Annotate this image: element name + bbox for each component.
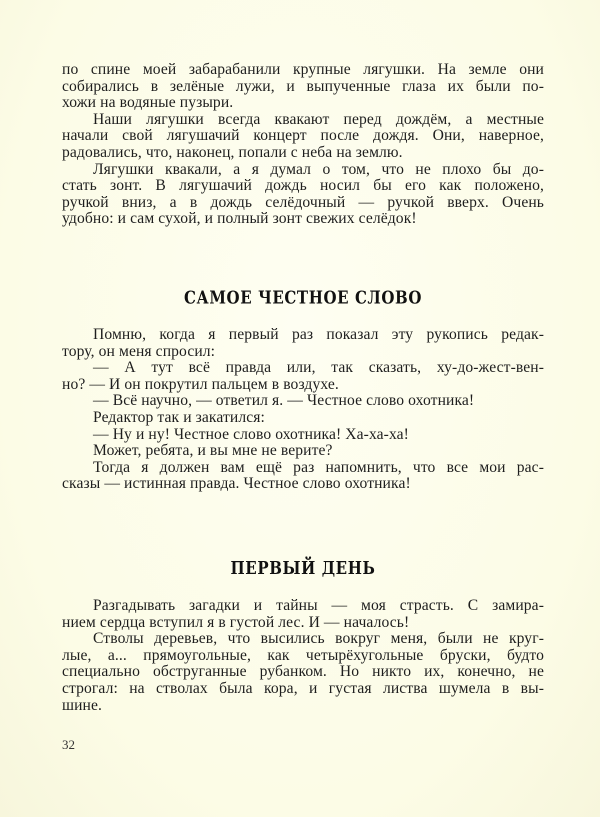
text-line: удобно: и сам сухой, и полный зонт свежих селёдок! xyxy=(62,210,417,228)
text-line: Лягушки квакали, а я думал о том, что не плохо бы до- xyxy=(93,160,544,178)
text-line: тору, он меня спросил: xyxy=(62,342,216,360)
text-line: сказы — истинная правда. Честное слово охотника! xyxy=(62,475,411,493)
text-line: шине. xyxy=(62,696,103,714)
section-heading-honest-word: САМОЕ ЧЕСТНОЕ СЛОВО xyxy=(183,287,423,309)
section-heading-first-day: ПЕРВЫЙ ДЕНЬ xyxy=(230,557,376,579)
text-line: радовались, что, наконец, попали с неба на землю. xyxy=(62,143,403,161)
text-line: лые, а... прямоугольные, как четырёхугольные бруски, будто xyxy=(62,646,544,664)
text-line: хожи на водяные пузыри. xyxy=(62,94,234,112)
text-line: — А тут всё правда или, так сказать, ху-до-жест-вен- xyxy=(93,359,544,377)
text-line: Тогда я должен вам ещё раз напомнить, что все мои рас- xyxy=(93,458,544,476)
text-line: ручкой вниз, а в дождь селёдочный — ручкой вверх. Очень xyxy=(62,193,544,211)
text-line: Наши лягушки всегда квакают перед дождём, а местные xyxy=(93,110,544,128)
section-first-day-text xyxy=(62,598,544,714)
text-line: Разгадывать загадки и тайны — моя страсть. С замира- xyxy=(93,597,544,614)
text-line: строгал: на стволах была кора, и густая листва шумела в вы- xyxy=(62,679,544,697)
section-honest-word-text xyxy=(62,327,544,493)
text-line: Помню, когда я первый раз показал эту рукопись редак- xyxy=(93,326,544,343)
text-line: специально обструганные рубанком. Но никто их, конечно, не xyxy=(62,663,544,681)
text-line: — Ну и ну! Честное слово охотника! Ха-ха-ха! xyxy=(93,425,409,443)
text-line: собирались в зелёные лужи, и выпученные глаза их были по- xyxy=(62,77,544,95)
text-line: стать зонт. В лягушачий дождь носил бы его как положено, xyxy=(62,177,544,195)
page-number: 32 xyxy=(62,737,75,752)
section-frogs-text xyxy=(62,62,544,228)
text-line: Стволы деревьев, что высились вокруг меня, были не круг- xyxy=(93,630,544,648)
text-line: начали свой лягушачий концерт после дождя. Они, наверное, xyxy=(62,127,544,145)
text-line: Может, ребята, и вы мне не верите? xyxy=(93,442,333,460)
text-line: — Всё научно, — ответил я. — Честное слово охотника! xyxy=(93,392,475,410)
text-line: Редактор так и закатился: xyxy=(93,408,265,426)
text-line: нием сердца вступил я в густой лес. И — началось! xyxy=(62,613,410,631)
text-line: но? — И он покрутил пальцем в воздухе. xyxy=(62,375,339,393)
text-line: по спине моей забарабанили крупные лягушки. На земле они xyxy=(62,61,544,78)
